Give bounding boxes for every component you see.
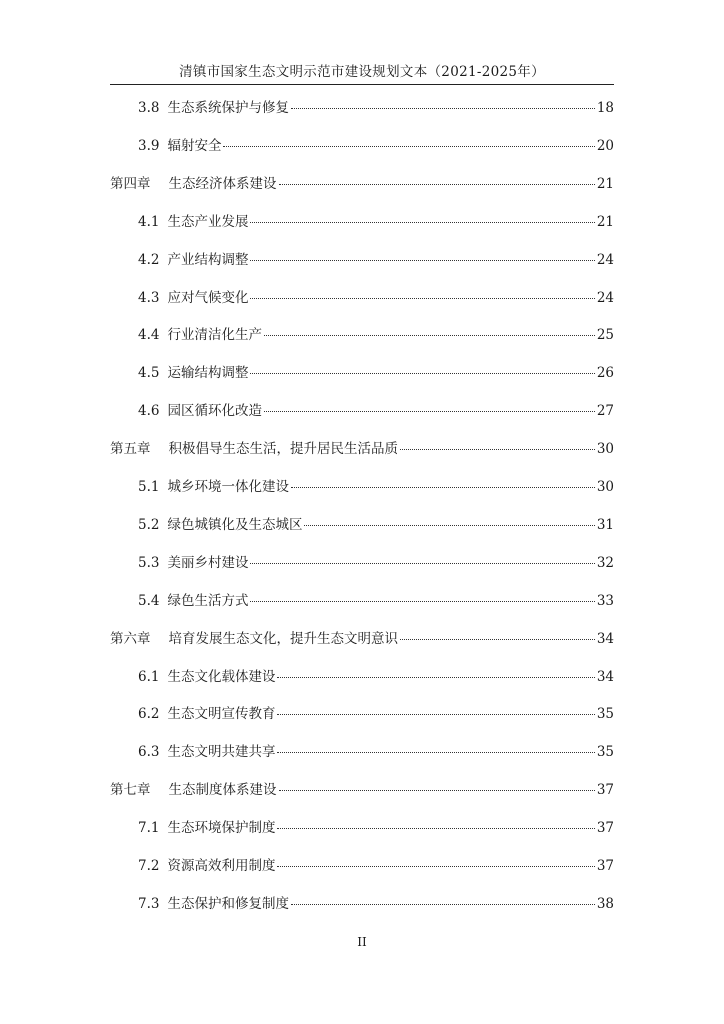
toc-entry-page: 20 [596, 137, 614, 154]
toc-entry-number: 6.3 [138, 744, 160, 761]
toc-entry-number: 4.6 [138, 403, 160, 420]
toc-entry-number: 6.2 [138, 706, 160, 723]
toc-entry-title: 生态文明共建共享 [167, 744, 276, 761]
toc-section-entry[interactable] [138, 363, 614, 383]
toc-entry-page: 27 [596, 403, 614, 420]
toc-entry-title: 积极倡导生态生活，提升居民生活品质 [168, 441, 398, 458]
toc-entry-title: 生态制度体系建设 [168, 782, 277, 799]
toc-leader-dots [223, 146, 594, 147]
toc-entry-title: 绿色生活方式 [167, 592, 249, 609]
toc-leader-dots [291, 904, 595, 905]
toc-leader-dots [277, 866, 594, 867]
toc-entry-page: 25 [596, 327, 614, 344]
toc-entry-number: 7.3 [138, 895, 160, 912]
toc-entry-page: 18 [596, 100, 614, 116]
toc-entry-number: 7.1 [138, 820, 160, 837]
toc-entry-page: 24 [596, 251, 614, 268]
toc-entry-page: 21 [596, 175, 614, 192]
running-header: 清镇市国家生态文明示范市建设规划文本（2021-2025年） [179, 64, 545, 80]
toc-leader-dots [277, 677, 594, 678]
toc-section-entry[interactable] [138, 136, 614, 156]
toc-entry-title: 辐射安全 [167, 137, 222, 154]
toc-entry-number: 5.4 [138, 592, 160, 609]
toc-section-entry[interactable] [138, 553, 614, 573]
toc-entry-number: 4.2 [138, 251, 160, 268]
toc-entry-title: 生态产业发展 [167, 213, 249, 230]
toc-entry-number: 第五章 [110, 441, 151, 458]
toc-entry-page: 21 [596, 213, 614, 230]
toc-section-entry[interactable] [138, 894, 614, 914]
toc-leader-dots [277, 752, 594, 753]
toc-entry-page: 35 [596, 706, 614, 723]
toc-entry-number: 6.1 [138, 668, 160, 685]
toc-leader-dots [250, 373, 594, 374]
toc-leader-dots [250, 601, 594, 602]
toc-leader-dots [250, 563, 594, 564]
toc-entry-page: 24 [596, 289, 614, 306]
toc-leader-dots [250, 298, 594, 299]
toc-entry-title: 运输结构调整 [167, 365, 249, 382]
toc-entry-number: 3.9 [138, 137, 160, 154]
toc-entry-number: 第六章 [110, 630, 151, 647]
toc-entry-page: 37 [596, 858, 614, 874]
toc-entry-number: 3.8 [138, 100, 160, 116]
toc-chapter-entry[interactable] [110, 629, 614, 649]
toc-entry-title: 产业结构调整 [167, 251, 249, 268]
toc-entry-page: 37 [596, 820, 614, 837]
toc-entry-title: 园区循环化改造 [167, 403, 262, 420]
toc-leader-dots [400, 639, 595, 640]
toc-entry-page: 35 [596, 744, 614, 761]
toc-section-entry[interactable] [138, 591, 614, 611]
toc-leader-dots [279, 184, 595, 185]
page-number: II [357, 935, 367, 949]
toc-entry-title: 应对气候变化 [167, 289, 249, 306]
toc-entry-number: 4.3 [138, 289, 160, 306]
toc-entry-page: 30 [596, 441, 614, 458]
toc-entry-title: 生态经济体系建设 [168, 175, 277, 192]
toc-entry-number: 4.4 [138, 327, 160, 344]
toc-leader-dots [304, 525, 594, 526]
toc-entry-title: 生态文化载体建设 [167, 668, 276, 685]
toc-entry-page: 34 [596, 630, 614, 647]
toc-section-entry[interactable] [138, 667, 614, 687]
toc-leader-dots [291, 108, 595, 109]
toc-leader-dots [277, 828, 594, 829]
toc-entry-number: 4.5 [138, 365, 160, 382]
toc-entry-page: 31 [596, 516, 614, 533]
toc-entry-title: 生态系统保护与修复 [167, 100, 289, 116]
toc-entry-title: 生态保护和修复制度 [167, 895, 289, 912]
toc-section-entry[interactable] [138, 325, 614, 345]
toc-chapter-entry[interactable] [110, 174, 614, 194]
toc-leader-dots [250, 222, 594, 223]
toc-entry-number: 5.2 [138, 516, 160, 533]
toc-section-entry[interactable] [138, 856, 614, 876]
toc-entry-number: 第四章 [110, 175, 151, 192]
toc-section-entry[interactable] [138, 515, 614, 535]
toc-entry-number: 5.1 [138, 479, 160, 495]
toc-entry-title: 生态文明宣传教育 [167, 706, 276, 723]
toc-entry-title: 资源高效利用制度 [167, 858, 276, 874]
toc-entry-page: 30 [596, 479, 614, 495]
toc-section-entry[interactable] [138, 742, 614, 762]
toc-entry-page: 37 [596, 782, 614, 799]
toc-leader-dots [250, 260, 594, 261]
toc-entry-page: 33 [596, 592, 614, 609]
toc-entry-page: 32 [596, 554, 614, 571]
toc-section-entry[interactable] [138, 477, 614, 497]
toc-section-entry[interactable] [138, 704, 614, 724]
toc-entry-number: 4.1 [138, 213, 160, 230]
toc-section-entry[interactable] [138, 250, 614, 270]
toc-chapter-entry[interactable] [110, 780, 614, 800]
toc-entry-title: 生态环境保护制度 [167, 820, 276, 837]
toc-leader-dots [291, 487, 595, 488]
toc-entry-number: 5.3 [138, 554, 160, 571]
toc-chapter-entry[interactable] [110, 439, 614, 459]
toc-leader-dots [277, 714, 594, 715]
toc-entry-title: 绿色城镇化及生态城区 [167, 516, 303, 533]
toc-section-entry[interactable] [138, 288, 614, 308]
toc-section-entry[interactable] [138, 98, 614, 118]
toc-entry-title: 美丽乡村建设 [167, 554, 249, 571]
toc-section-entry[interactable] [138, 818, 614, 838]
toc-entry-title: 城乡环境一体化建设 [167, 479, 289, 495]
toc-section-entry[interactable] [138, 401, 614, 421]
toc-entry-page: 26 [596, 365, 614, 382]
toc-leader-dots [400, 449, 595, 450]
toc-entry-page: 38 [596, 895, 614, 912]
toc-entry-title: 行业清洁化生产 [167, 327, 262, 344]
toc-entry-number: 7.2 [138, 858, 160, 874]
toc-entry-page: 34 [596, 668, 614, 685]
toc-entry-title: 培育发展生态文化，提升生态文明意识 [168, 630, 398, 647]
toc-section-entry[interactable] [138, 212, 614, 232]
toc-leader-dots [264, 335, 595, 336]
toc-leader-dots [279, 790, 595, 791]
toc-entry-number: 第七章 [110, 782, 151, 799]
toc-leader-dots [264, 411, 595, 412]
